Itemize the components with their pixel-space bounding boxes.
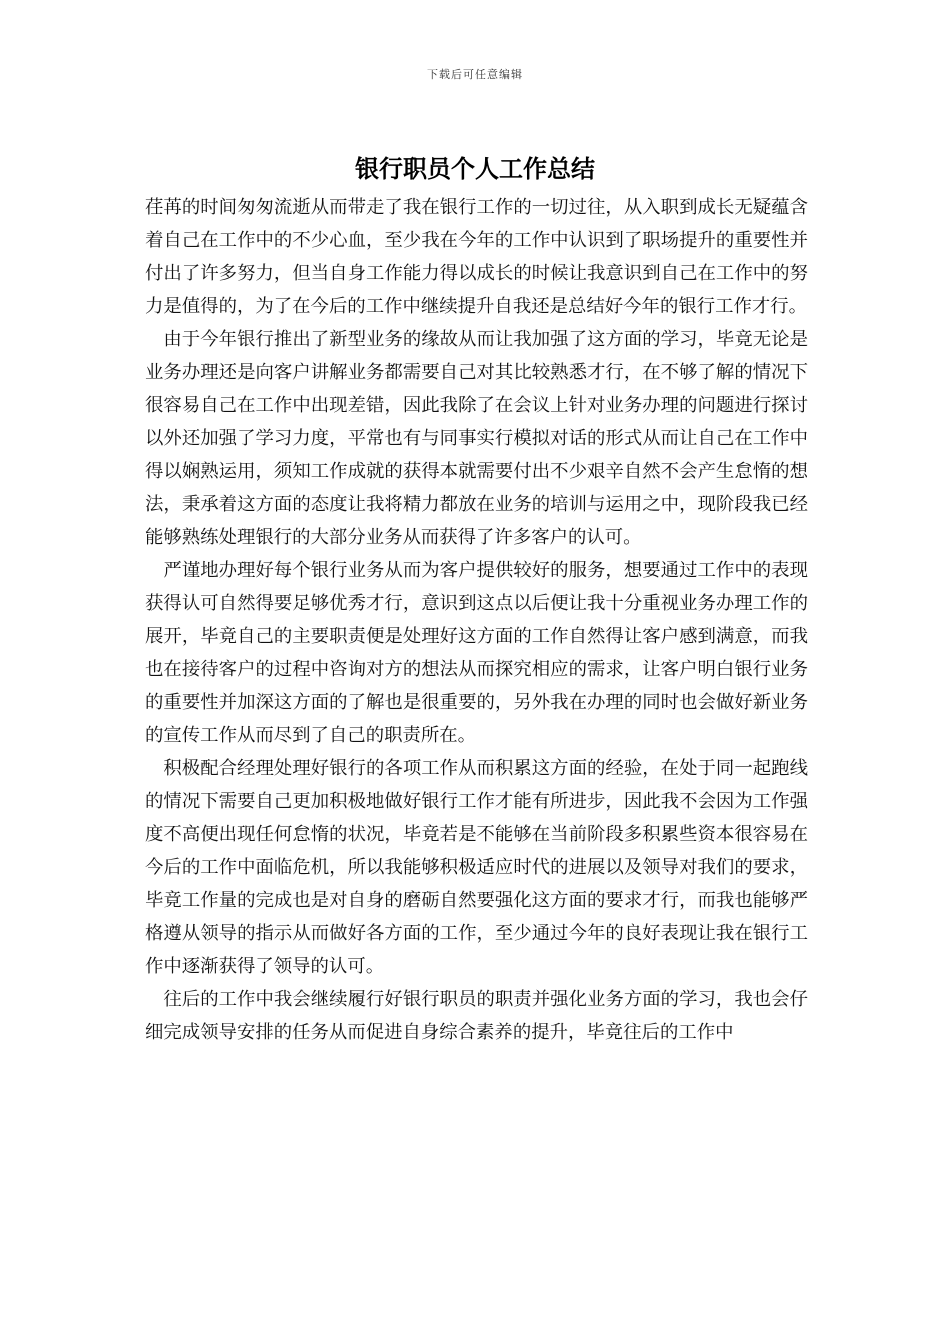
document-body <box>145 191 808 1049</box>
paragraph: 积极配合经理处理好银行的各项工作从而积累这方面的经验，在处于同一起跑线的情况下需要自己更加积极地做好银行工作才能有所进步，因此我不会因为工作强度不高便出现任何怠惰的状况，毕竟若是不能够在当前阶段多积累些资本很容易在今后的工作中面临危机，所以我能够积极适应时代的进展以及领导对我们的要求，毕竟工作量的完成也是对自身的磨砺自然要强化这方面的要求才行，而我也能够严格遵从领导的指示从而做好各方面的工作，至少通过今年的良好表现让我在银行工作中逐渐获得了领导的认可。 <box>145 758 808 977</box>
document-title: 银行职员个人工作总结 <box>355 154 595 183</box>
header-note: 下载后可任意编辑 <box>427 68 523 81</box>
paragraph: 由于今年银行推出了新型业务的缘故从而让我加强了这方面的学习，毕竟无论是业务办理还是向客户讲解业务都需要自己对其比较熟悉才行，在不够了解的情况下很容易自己在工作中出现差错，因此我除了在会议上针对业务办理的问题进行探讨以外还加强了学习力度，平常也有与同事实行模拟对话的形式从而让自己在工作中得以娴熟运用，须知工作成就的获得本就需要付出不少艰辛自然不会产生怠惰的想法，秉承着这方面的态度让我将精力都放在业务的培训与运用之中，现阶段我已经能够熟练处理银行的大部分业务从而获得了许多客户的认可。 <box>145 329 808 548</box>
paragraph: 荏苒的时间匆匆流逝从而带走了我在银行工作的一切过往，从入职到成长无疑蕴含着自己在工作中的不少心血，至少我在今年的工作中认识到了职场提升的重要性并付出了许多努力，但当自身工作能力得以成长的时候让我意识到自己在工作中的努力是值得的，为了在今后的工作中继续提升自我还是总结好今年的银行工作才行。 <box>145 197 808 317</box>
paragraph: 往后的工作中我会继续履行好银行职员的职责并强化业务方面的学习，我也会仔细完成领导安排的任务从而促进自身综合素养的提升，毕竟往后的工作中 <box>145 989 808 1043</box>
paragraph: 严谨地办理好每个银行业务从而为客户提供较好的服务，想要通过工作中的表现获得认可自然得要足够优秀才行，意识到这点以后便让我十分重视业务办理工作的展开，毕竟自己的主要职责便是处理好这方面的工作自然得让客户感到满意，而我也在接待客户的过程中咨询对方的想法从而探究相应的需求，让客户明白银行业务的重要性并加深这方面的了解也是很重要的，另外我在办理的同时也会做好新业务的宣传工作从而尽到了自己的职责所在。 <box>145 560 808 746</box>
